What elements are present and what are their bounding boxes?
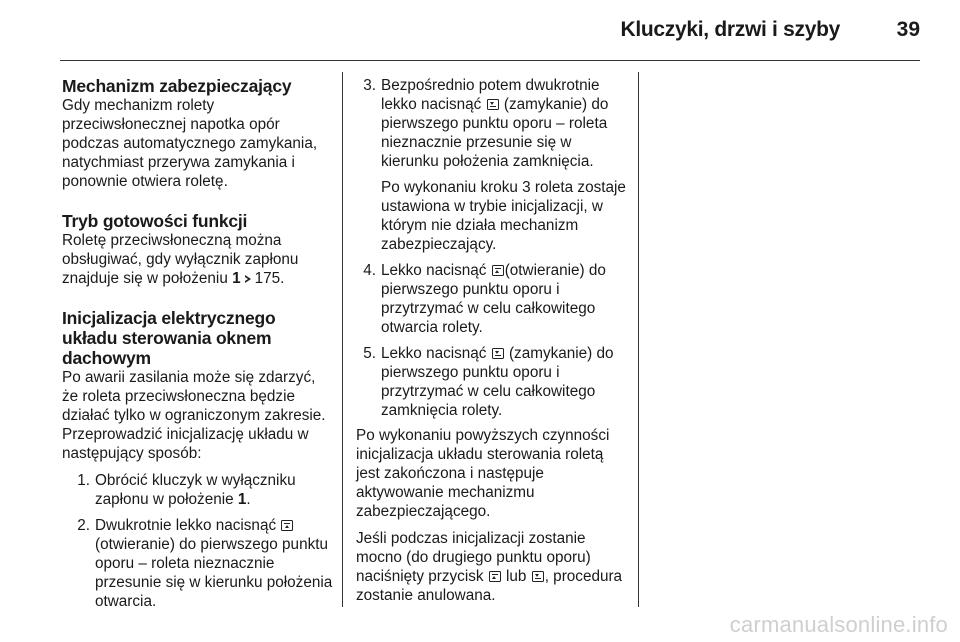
column-divider-1	[342, 72, 343, 607]
close-button-icon	[492, 348, 504, 359]
step-note: Po wykonaniu kroku 3 roleta zostaje ustawiona w trybie inicjalizacji, w którym nie działa mechanizm zabezpieczający.	[381, 179, 626, 253]
list-item: 5. Lekko nacisnąć (zamykanie) do pierwszego punktu oporu i przytrzymać w celu całkowitego zamknięcia rolety.	[363, 345, 614, 419]
close-button-icon	[532, 571, 544, 582]
watermark: carmanualsonline.info	[729, 612, 948, 637]
open-button-icon	[489, 571, 501, 582]
section-heading-safety: Mechanizm zabezpieczający	[62, 76, 292, 96]
column-divider-2	[638, 72, 639, 607]
cancel-text: Jeśli podczas inicjalizacji zostanie mocno (do drugiego punktu oporu) naciśnięty przycisk lub , procedura zostanie anulowana.	[356, 530, 623, 604]
list-item: 3. Bezpośrednio potem dwukrotnie lekko nacisnąć (zamykanie) do pierwszego punktu oporu – roleta nieznacznie przesunie się w kierunku położenia zamknięcia. Po wykonaniu kroku 3 roleta zostaje ustawiona w trybie inicjalizacji, w którym nie działa mechanizm zabezpieczający.	[356, 76, 628, 254]
page-header	[60, 18, 920, 54]
header-divider	[60, 60, 920, 61]
section-text-safety: Gdy mechanizm rolety przeciwsłonecznej napotka opór podczas automatycznego zamykania, natychmiast przerywa zamykania i ponownie otwiera roletę.	[62, 97, 318, 190]
open-button-icon	[492, 265, 504, 276]
page-title: Kluczyki, drzwi i szyby	[620, 18, 840, 41]
column-middle	[356, 76, 628, 613]
column-left	[62, 76, 334, 618]
section-text-standby: Roletę przeciwsłoneczną można obsługiwać, gdy wyłącznik zapłonu znajduje się w położeniu 1 175.	[62, 232, 299, 287]
steps-list-continued	[356, 76, 628, 420]
completion-text: Po wykonaniu powyższych czynności inicjalizacja układu sterowania roletą jest zakończona i następuje aktywowanie mechanizmu zabezpieczającego.	[356, 427, 610, 520]
ignition-position: 1	[237, 491, 247, 508]
list-item: 1. Obrócić kluczyk w wyłączniku zapłonu w położenie 1.	[77, 472, 296, 508]
page-reference-link[interactable]: 175.	[254, 270, 285, 287]
section-text-initialization: Po awarii zasilania może się zdarzyć, że roleta przeciwsłoneczna będzie działać tylko w ograniczonym zakresie. Przeprowadzić inicjalizację układu w następujący sposób:	[62, 369, 326, 462]
list-item: 4. Lekko nacisnąć (otwieranie) do pierwszego punktu oporu i przytrzymać w celu całkowitego otwarcia rolety.	[363, 262, 606, 336]
open-button-icon	[281, 520, 293, 531]
ignition-position: 1	[232, 270, 241, 287]
steps-list	[70, 471, 334, 611]
section-heading-initialization: Inicjalizacja elektrycznego układu sterowania oknem dachowym	[62, 308, 276, 368]
section-heading-standby: Tryb gotowości funkcji	[62, 211, 248, 231]
page-reference-icon	[245, 275, 252, 284]
close-button-icon	[487, 99, 499, 110]
page-number: 39	[896, 18, 920, 41]
list-item: 2. Dwukrotnie lekko nacisnąć (otwieranie) do pierwszego punktu oporu – roleta nieznacznie przesunie się w kierunku położenia otwarcia.	[77, 517, 333, 610]
